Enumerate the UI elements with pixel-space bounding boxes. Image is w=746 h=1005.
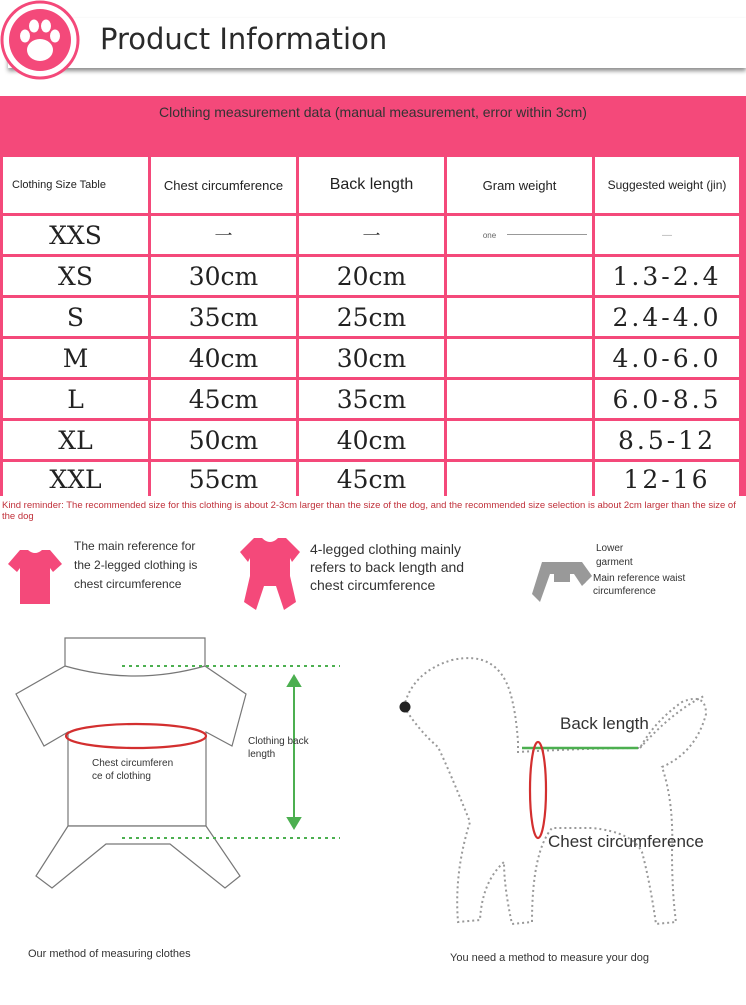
table-cell-back: 一	[299, 216, 444, 254]
table-cell-chest: 35cm	[151, 298, 296, 336]
table-cell-weight: 1.3-2.4	[595, 257, 739, 295]
table-cell-gram	[447, 380, 592, 418]
table-cell-back: 40cm	[299, 421, 444, 459]
dog-back-length-label: Back length	[560, 714, 649, 733]
clothing-chest-label: Chest circumferen ce of clothing	[92, 758, 174, 782]
two-legged-note: The main reference for the 2-legged clothing is chest circumference	[74, 539, 198, 591]
table-cell-back: 25cm	[299, 298, 444, 336]
four-legged-note: 4-legged clothing mainly refers to back length and chest circumference	[310, 541, 465, 593]
chest-loop	[530, 742, 546, 838]
table-cell-chest: 40cm	[151, 339, 296, 377]
dog-outline	[404, 658, 706, 924]
column-header-weight: Suggested weight (jin)	[595, 157, 739, 213]
table-cell-gram	[447, 257, 592, 295]
table-cell-size: XXL	[3, 462, 148, 496]
clothes-method-caption: Our method of measuring clothes	[28, 948, 191, 960]
page-header	[0, 0, 746, 90]
clothing-measure-diagram	[10, 636, 350, 896]
dog-method-caption: You need a method to measure your dog	[450, 952, 649, 964]
table-cell-back: 45cm	[299, 462, 444, 496]
table-cell-back: 30cm	[299, 339, 444, 377]
gram-placeholder-line	[507, 234, 587, 235]
table-cell-size: L	[3, 380, 148, 418]
four-legged-suit-icon	[236, 536, 304, 612]
column-header-chest: Chest circumference	[151, 157, 296, 213]
table-cell-gram	[447, 421, 592, 459]
lower-garment-label: Lower garment	[596, 543, 633, 568]
table-cell-weight: 4.0-6.0	[595, 339, 739, 377]
table-cell-chest: 55cm	[151, 462, 296, 496]
table-cell-size: M	[3, 339, 148, 377]
two-legged-shirt-icon	[6, 548, 64, 606]
kind-reminder: Kind reminder: The recommended size for this clothing is about 2-3cm larger than the size of the dog, and the recommended size selection is about 2cm larger than the size of the dog	[2, 500, 736, 522]
table-cell-gram	[447, 339, 592, 377]
column-header-size: Clothing Size Table	[3, 157, 148, 213]
table-cell-weight: 2.4-4.0	[595, 298, 739, 336]
table-cell-back: 35cm	[299, 380, 444, 418]
table-cell-size: XXS	[3, 216, 148, 254]
size-table	[0, 154, 746, 496]
table-cell-chest: 45cm	[151, 380, 296, 418]
table-cell-weight: 6.0-8.5	[595, 380, 739, 418]
table-cell-gram	[447, 462, 592, 496]
column-header-gram: Gram weight	[447, 157, 592, 213]
table-cell-gram: one	[447, 216, 592, 254]
table-cell-weight: 12-16	[595, 462, 739, 496]
table-cell-size: S	[3, 298, 148, 336]
table-cell-gram	[447, 298, 592, 336]
paw-logo-icon	[0, 0, 84, 84]
table-cell-size: XS	[3, 257, 148, 295]
table-cell-weight: —	[595, 216, 739, 254]
column-header-back: Back length	[299, 157, 444, 213]
lower-garment-note: Main reference waist circumference	[593, 573, 686, 597]
dog-chest-label: Chest circumference	[548, 832, 704, 851]
table-cell-back: 20cm	[299, 257, 444, 295]
table-cell-size: XL	[3, 421, 148, 459]
table-cell-chest: 一	[151, 216, 296, 254]
lower-garment-icon	[530, 560, 594, 604]
table-cell-chest: 30cm	[151, 257, 296, 295]
table-cell-chest: 50cm	[151, 421, 296, 459]
table-caption: Clothing measurement data (manual measurement, error within 3cm)	[159, 104, 587, 120]
table-cell-weight: 8.5-12	[595, 421, 739, 459]
clothing-back-length-label: Clothing back length	[248, 736, 309, 760]
dog-measure-diagram	[392, 652, 732, 942]
dog-nose	[400, 702, 411, 713]
page-title: Product Information	[100, 22, 388, 56]
